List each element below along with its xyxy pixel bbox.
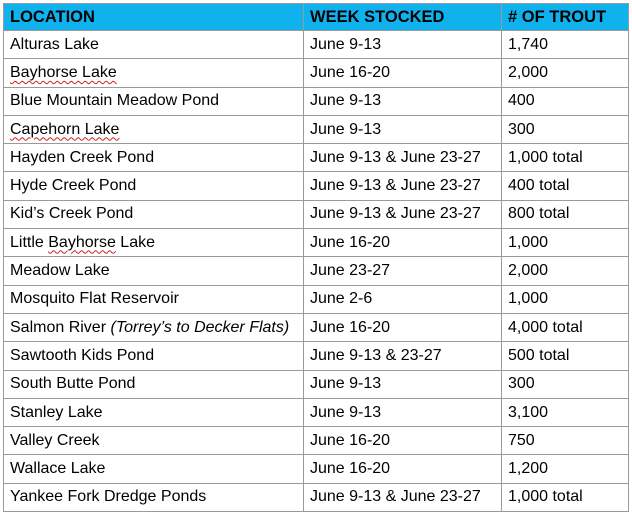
- week-cell: June 9-13: [304, 87, 502, 115]
- location-cell: Hayden Creek Pond: [4, 144, 304, 172]
- header-trout-count: # OF TROUT: [502, 4, 629, 31]
- location-cell: Yankee Fork Dredge Ponds: [4, 483, 304, 511]
- week-cell: June 9-13 & June 23-27: [304, 172, 502, 200]
- week-cell: June 23-27: [304, 257, 502, 285]
- week-cell: June 9-13 & June 23-27: [304, 144, 502, 172]
- week-cell: June 9-13 & June 23-27: [304, 483, 502, 511]
- week-cell: June 9-13: [304, 31, 502, 59]
- trout-cell: 1,740: [502, 31, 629, 59]
- trout-stocking-table: [3, 3, 629, 512]
- location-text-prefix: Little: [10, 233, 49, 251]
- trout-cell: 4,000 total: [502, 313, 629, 341]
- header-location: LOCATION: [4, 4, 304, 31]
- table-row: [4, 87, 629, 115]
- trout-cell: 400: [502, 87, 629, 115]
- location-cell: Kid’s Creek Pond: [4, 200, 304, 228]
- week-cell: June 16-20: [304, 229, 502, 257]
- trout-cell: 800 total: [502, 200, 629, 228]
- location-cell: [4, 313, 304, 341]
- trout-cell: 1,200: [502, 455, 629, 483]
- table-row: [4, 455, 629, 483]
- week-cell: June 2-6: [304, 285, 502, 313]
- trout-cell: 300: [502, 370, 629, 398]
- trout-cell: 2,000: [502, 59, 629, 87]
- location-note: (Torrey’s to Decker Flats): [110, 318, 290, 336]
- table-row: [4, 200, 629, 228]
- table-row: [4, 285, 629, 313]
- location-cell: Hyde Creek Pond: [4, 172, 304, 200]
- table-row: [4, 229, 629, 257]
- table-row: [4, 144, 629, 172]
- location-text-suffix: Lake: [115, 233, 155, 251]
- week-cell: June 16-20: [304, 313, 502, 341]
- table-row: [4, 370, 629, 398]
- trout-cell: 400 total: [502, 172, 629, 200]
- location-text: Bayhorse Lake: [10, 63, 117, 81]
- trout-stocking-table-container: [3, 3, 629, 512]
- location-text: Salmon River: [10, 318, 107, 336]
- location-cell: Valley Creek: [4, 427, 304, 455]
- table-row: [4, 427, 629, 455]
- week-cell: June 9-13: [304, 370, 502, 398]
- table-row: [4, 483, 629, 511]
- table-row: [4, 172, 629, 200]
- header-row: [4, 4, 629, 31]
- table-row: [4, 398, 629, 426]
- trout-cell: 500 total: [502, 342, 629, 370]
- week-cell: June 16-20: [304, 59, 502, 87]
- table-row: [4, 59, 629, 87]
- trout-cell: 1,000: [502, 285, 629, 313]
- table-row: [4, 115, 629, 143]
- trout-cell: 2,000: [502, 257, 629, 285]
- location-cell: Meadow Lake: [4, 257, 304, 285]
- location-cell: Sawtooth Kids Pond: [4, 342, 304, 370]
- trout-cell: 1,000 total: [502, 144, 629, 172]
- week-cell: June 16-20: [304, 455, 502, 483]
- trout-cell: 1,000 total: [502, 483, 629, 511]
- trout-cell: 3,100: [502, 398, 629, 426]
- location-text: Capehorn Lake: [10, 120, 120, 138]
- location-cell: Blue Mountain Meadow Pond: [4, 87, 304, 115]
- week-cell: June 16-20: [304, 427, 502, 455]
- location-cell: Stanley Lake: [4, 398, 304, 426]
- week-cell: June 9-13 & 23-27: [304, 342, 502, 370]
- table-row: [4, 313, 629, 341]
- table-row: [4, 31, 629, 59]
- location-cell: Wallace Lake: [4, 455, 304, 483]
- table-row: [4, 257, 629, 285]
- location-cell: [4, 229, 304, 257]
- header-week-stocked: WEEK STOCKED: [304, 4, 502, 31]
- trout-cell: 300: [502, 115, 629, 143]
- week-cell: June 9-13: [304, 398, 502, 426]
- trout-cell: 1,000: [502, 229, 629, 257]
- trout-cell: 750: [502, 427, 629, 455]
- location-cell: Mosquito Flat Reservoir: [4, 285, 304, 313]
- location-cell: South Butte Pond: [4, 370, 304, 398]
- location-cell: [4, 59, 304, 87]
- week-cell: June 9-13: [304, 115, 502, 143]
- location-text-flagged: Bayhorse: [48, 233, 116, 251]
- location-cell: [4, 115, 304, 143]
- week-cell: June 9-13 & June 23-27: [304, 200, 502, 228]
- location-cell: Alturas Lake: [4, 31, 304, 59]
- table-row: [4, 342, 629, 370]
